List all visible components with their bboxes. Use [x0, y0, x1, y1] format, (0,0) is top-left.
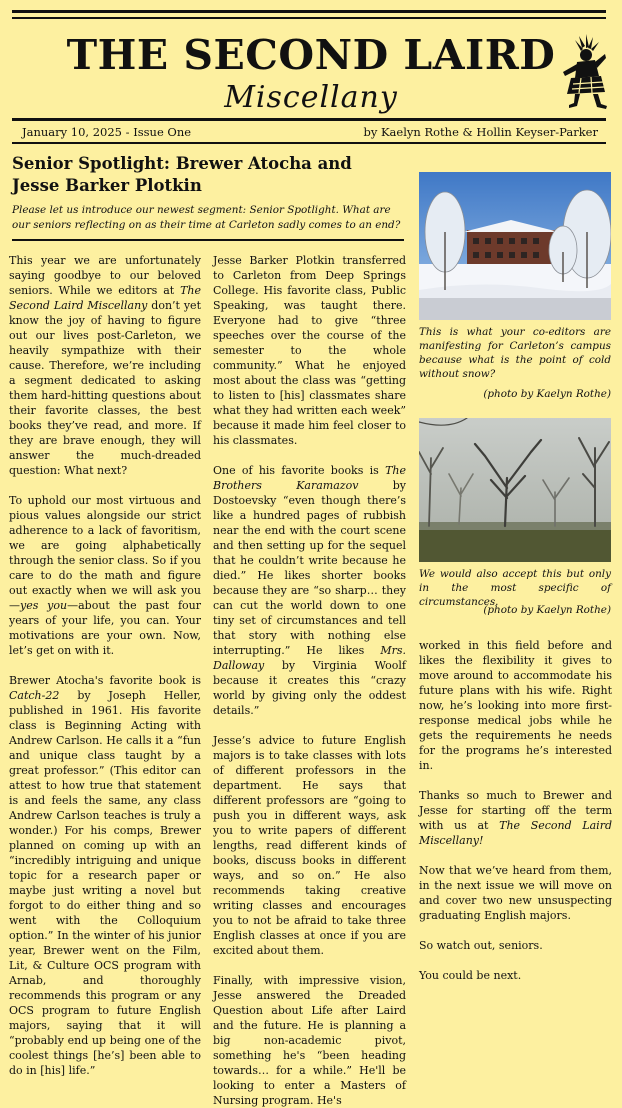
paragraph: So watch out, seniors.	[419, 939, 543, 952]
paragraph: This year we are unfortunately saying goodbye to our beloved seniors. While we editors at The Second Laird Miscellany don’t yet know the joy of having to figure out our lives post-Carleton, we heavily sympathize with their cause. Therefore, we’re including a segment dedicated to asking them hard-hitting questions about their favorite classes, the best books they’ve read, and more. If they are brave enough, they will answer the much-dreaded question: What next?	[9, 254, 201, 477]
masthead-title: THE SECOND LAIRD	[66, 31, 556, 79]
dateline-top-rule	[12, 118, 606, 121]
paragraph: One of his favorite books is The Brothers Karamazov by Dostoevsky “even though there’s like a hundred pages of rubbish near the end with the court scene and then setting up for the sequel that he couldn’t write because he died.” He likes shorter books because they are “so sharp… they can cut the world down to one tiny set of circumstances and tell that story with nothing else interrupting.” He likes Mrs. Dalloway by Virginia Woolf because it creates this “crazy world by giving only the oddest details.”	[213, 464, 406, 717]
masthead-subtitle: Miscellany	[224, 80, 398, 115]
paragraph: Jesse’s advice to future English majors is to take classes with lots of different professors in the department. He says that different professors are “going to push you in different ways, ask you to write papers of different lengths, read different kinds of books, discuss books in different ways, and so on.” He also recommends taking creative writing classes and encourages you to not be afraid to take three English classes at once if you are excited about them.	[213, 734, 406, 957]
paragraph: Jesse Barker Plotkin transferred to Carleton from Deep Springs College. His favorite class, Public Speaking, was taught there. Everyone had to give “three speeches over the course of the semester to the whole community.” What he enjoyed most about the class was “getting to listen to [his] classmates share what they had written each week” because it made him feel closer to his classmates.	[213, 254, 406, 447]
masthead-top-rule	[12, 10, 606, 13]
dateline-bottom-rule	[12, 142, 606, 144]
paragraph: Thanks so much to Brewer and Jesse for starting off the term with us at The Second Laird Miscellany!	[419, 789, 613, 847]
article-headline: Senior Spotlight: Brewer Atocha and Jesse Barker Plotkin	[12, 154, 352, 195]
paragraph: To uphold our most virtuous and pious values alongside our strict adherence to a lack of favoritism, we are going alphabetically through the senior class. So if you care to do the math and figure out exactly when we will ask you—yes you—about the past four years of your life, you can. Your motivations are your own. Now, let’s get on with it.	[9, 494, 201, 657]
photo-caption: This is what your co-editors are manifesting for Carleton’s campus because what is the point of cold without snow?	[419, 326, 611, 380]
paragraph: Finally, with impressive vision, Jesse answered the Dreaded Question about Life after Laird and the future. He is planning a big non-academic pivot, something he's “been heading towards… for a while.” He'll be looking to enter a Masters of Nursing program. He's	[213, 974, 406, 1107]
photo-caption: We would also accept this but only in the most specific of circumstances.	[419, 568, 611, 608]
column-3	[419, 638, 612, 983]
issue-date: January 10, 2025 - Issue One	[22, 125, 192, 139]
kilted-figure-icon	[555, 32, 607, 110]
paragraph: You could be next.	[419, 969, 522, 982]
paragraph: Brewer Atocha's favorite book is Catch-22 by Joseph Heller, published in 1961. His favorite class is Beginning Acting with Andrew Carlson. He calls it a “fun and unique class taught by a great professor.” (This editor can attest to how true that statement is and feels the same, any class Andrew Carlson teaches is truly a wonder.) For his comps, Brewer planned on coming up with an “incredibly intriguing and unique topic for a research paper or maybe just writing a novel but forgot to do either thing and so went with the Colloquium option.” In the winter of his junior year, Brewer went on the Film, Lit, & Culture OCS program with Arnab, and thoroughly recommends this program or any OCS program to future English majors, saying that it will “probably end up being one of the coolest things [he’s] been able to do in [his] life.”	[9, 674, 201, 1077]
column-2	[213, 253, 406, 1108]
photo-credit: (photo by Kaelyn Rothe)	[483, 388, 611, 400]
column-1	[9, 253, 201, 1078]
photo-credit: (photo by Kaelyn Rothe)	[483, 604, 611, 616]
byline: by Kaelyn Rothe & Hollin Keyser-Parker	[363, 125, 598, 139]
foggy-trees-photo	[419, 418, 611, 562]
dek-rule	[12, 239, 404, 241]
snowy-campus-photo	[419, 172, 611, 320]
masthead-top-rule-thin	[12, 17, 606, 19]
paragraph: Now that we’ve heard from them, in the next issue we will move on and cover two new unsuspecting graduating English majors.	[419, 864, 612, 922]
article-dek: Please let us introduce our newest segment: Senior Spotlight. What are our seniors reflecting on as their time at Carleton sadly comes to an end?	[12, 204, 401, 231]
paragraph: worked in this field before and likes the flexibility it gives to move around to accommodate his future plans with his wife. Right now, he’s looking into more first-response medical jobs while he gets the requirements he needs for the programs he’s interested in.	[419, 639, 612, 772]
